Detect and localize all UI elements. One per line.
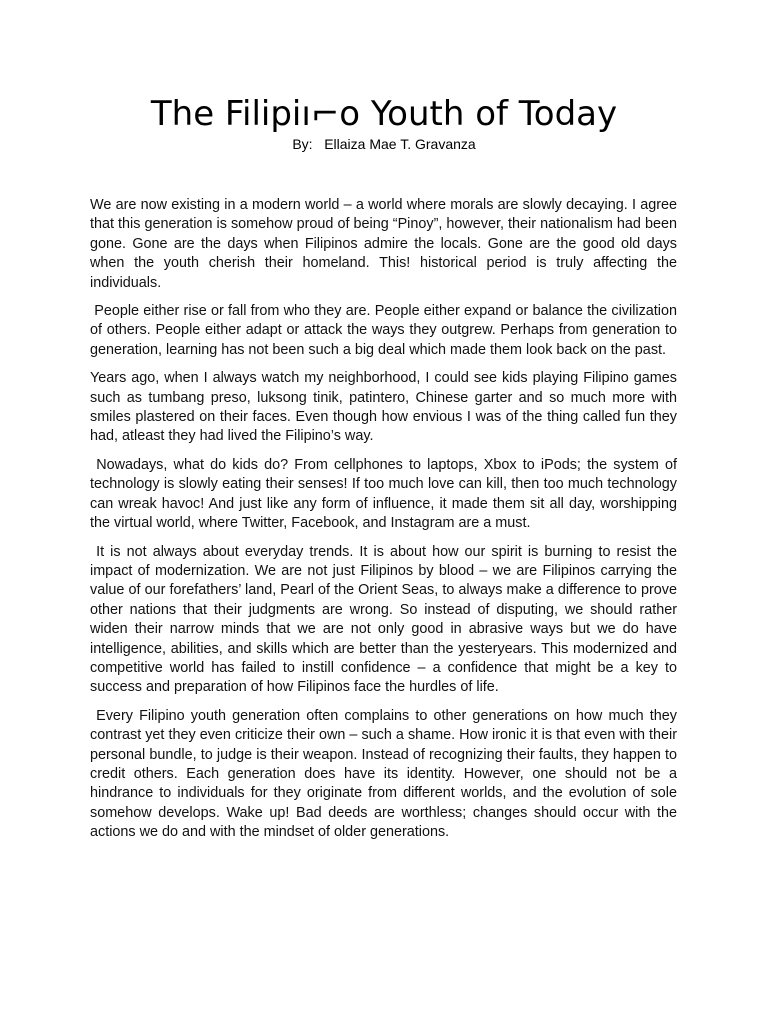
paragraph-2: People either rise or fall from who they are. People either expand or balance the civilization of others. People either adapt or attack the ways they outgrew. Perhaps from generation to generation, learning has not been such a big deal which made them look back on the past. bbox=[90, 303, 681, 358]
paragraph-4: Nowadays, what do kids do? From cellphones to laptops, Xbox to iPods; the system of technology is slowly eating their senses! If too much love can kill, then too much technology can wreak havoc! And just like any form of influence, it made them sit all day, worshipping the virtual world, where Twitter, Facebook, and Instagram are a must. bbox=[90, 456, 681, 532]
document-title: The Filipiı⌐o Youth of Today bbox=[150, 94, 618, 134]
paragraph-5: It is not always about everyday trends. It is about how our spirit is burning to resist the impact of modernization. We are not just Filipinos by blood – we are Filipinos carrying the value of our forefathers’ land, Pearl of the Orient Seas, to always make a difference to prove other nations that their judgments are wrong. So instead of disputing, we should rather widen their narrow minds that we are not only good in abrasive ways but we do have intelligence, abilities, and skills which are better than the yesteryears. This modernized and competitive world has failed to instill confidence – a confidence that might be a key to success and preparation of how Filipinos face the hurdles of life. bbox=[90, 543, 681, 696]
paragraph-1: We are now existing in a modern world – a world where morals are slowly decaying. I agree that this generation is somehow proud of being “Pinoy”, however, their nationalism had been gone. Gone are the days when Filipinos admire the locals. Gone are the good old days when the youth cherish their homeland. This! historical period is truly affecting the individuals. bbox=[90, 197, 681, 291]
paragraph-3: Years ago, when I always watch my neighborhood, I could see kids playing Filipino games such as tumbang preso, luksong tinik, patintero, Chinese garter and so much more with smiles plastered on their faces. Even though how envious I was of the thing called fun they had, atleast they had lived the Filipino’s way. bbox=[90, 370, 681, 445]
document-body bbox=[90, 196, 681, 852]
author-byline: By: Ellaiza Mae T. Gravanza bbox=[292, 136, 476, 152]
paragraph-6: Every Filipino youth generation often complains to other generations on how much they contrast yet they even criticize their own – such a shame. How ironic it is that even with their personal bundle, to judge is their weapon. Instead of recognizing their faults, they happen to credit others. Each generation does have its identity. However, one should not be a hindrance to individuals for they originate from different worlds, and the evolution of sole somehow develops. Wake up! Bad deeds are worthless; changes should occur with the actions we do and with the mindset of older generations. bbox=[90, 707, 681, 841]
